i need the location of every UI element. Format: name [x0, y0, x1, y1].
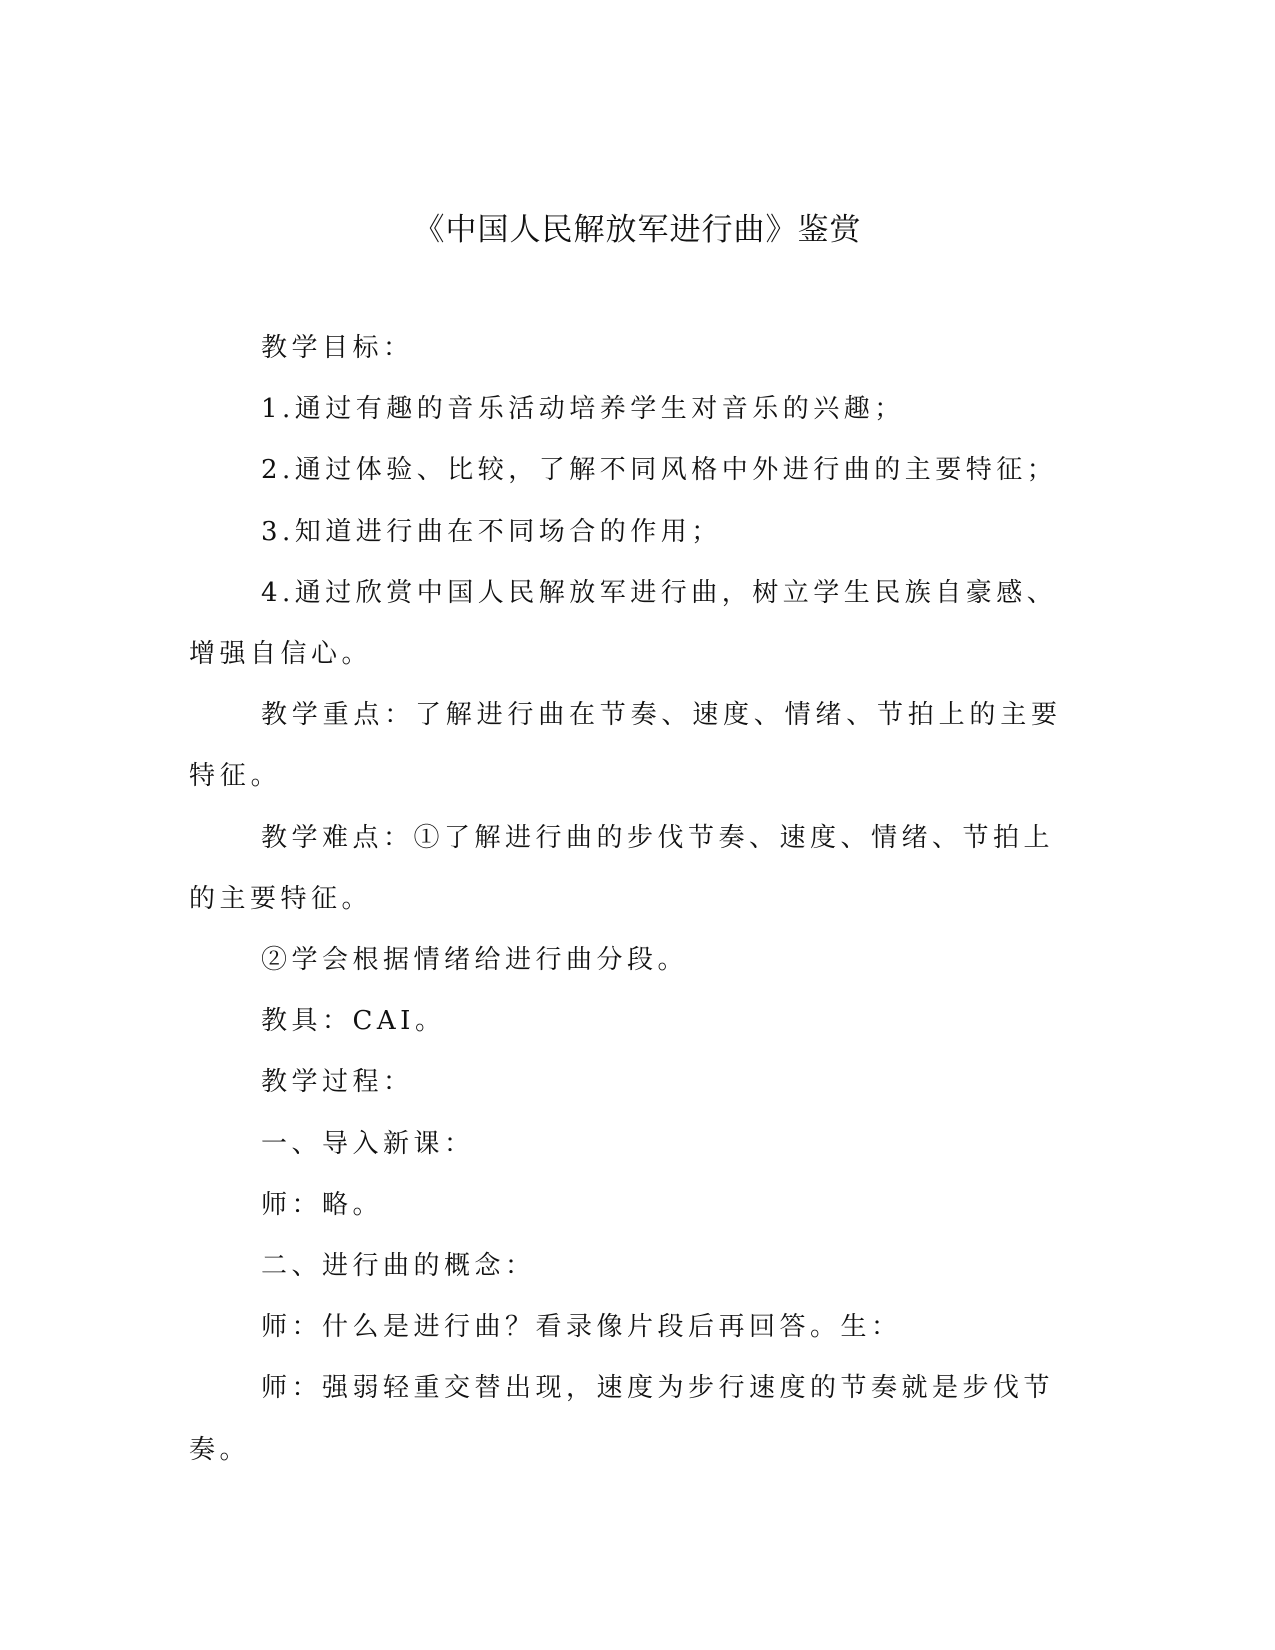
paragraph-teacher-line-1: 师：略。 — [261, 1189, 384, 1220]
paragraph-difficulties: 教学难点：①了解进行曲的步伐节奏、速度、情绪、节拍上的主要特征。 — [189, 822, 1055, 914]
paragraph-teaching-aids: 教具：CAI。 — [261, 1006, 446, 1037]
document-title: 《中国人民解放军进行曲》鉴赏 — [413, 212, 862, 248]
paragraph-objective-1: 1.通过有趣的音乐活动培养学生对音乐的兴趣； — [261, 394, 905, 425]
paragraph-teacher-line-2: 师：什么是进行曲？看录像片段后再回答。生： — [261, 1312, 902, 1343]
paragraph-section-2-heading: 二、进行曲的概念： — [261, 1251, 536, 1282]
paragraph-process-heading: 教学过程： — [261, 1067, 414, 1098]
paragraph-section-1-heading: 一、导入新课： — [261, 1128, 475, 1159]
paragraph-objective-2: 2.通过体验、比较，了解不同风格中外进行曲的主要特征； — [261, 455, 1058, 486]
paragraph-objectives-heading: 教学目标： — [261, 333, 414, 363]
paragraph-teacher-line-3: 师：强弱轻重交替出现，速度为步行速度的节奏就是步伐节奏。 — [189, 1373, 1055, 1465]
paragraph-objective-4: 4.通过欣赏中国人民解放军进行曲，树立学生民族自豪感、增强自信心。 — [189, 577, 1058, 670]
paragraph-objective-3: 3.知道进行曲在不同场合的作用； — [261, 516, 722, 547]
paragraph-key-points: 教学重点：了解进行曲在节奏、速度、情绪、节拍上的主要特征。 — [189, 700, 1062, 792]
paragraph-difficulty-2: ②学会根据情绪给进行曲分段。 — [261, 945, 689, 976]
document-body — [189, 318, 1075, 1481]
